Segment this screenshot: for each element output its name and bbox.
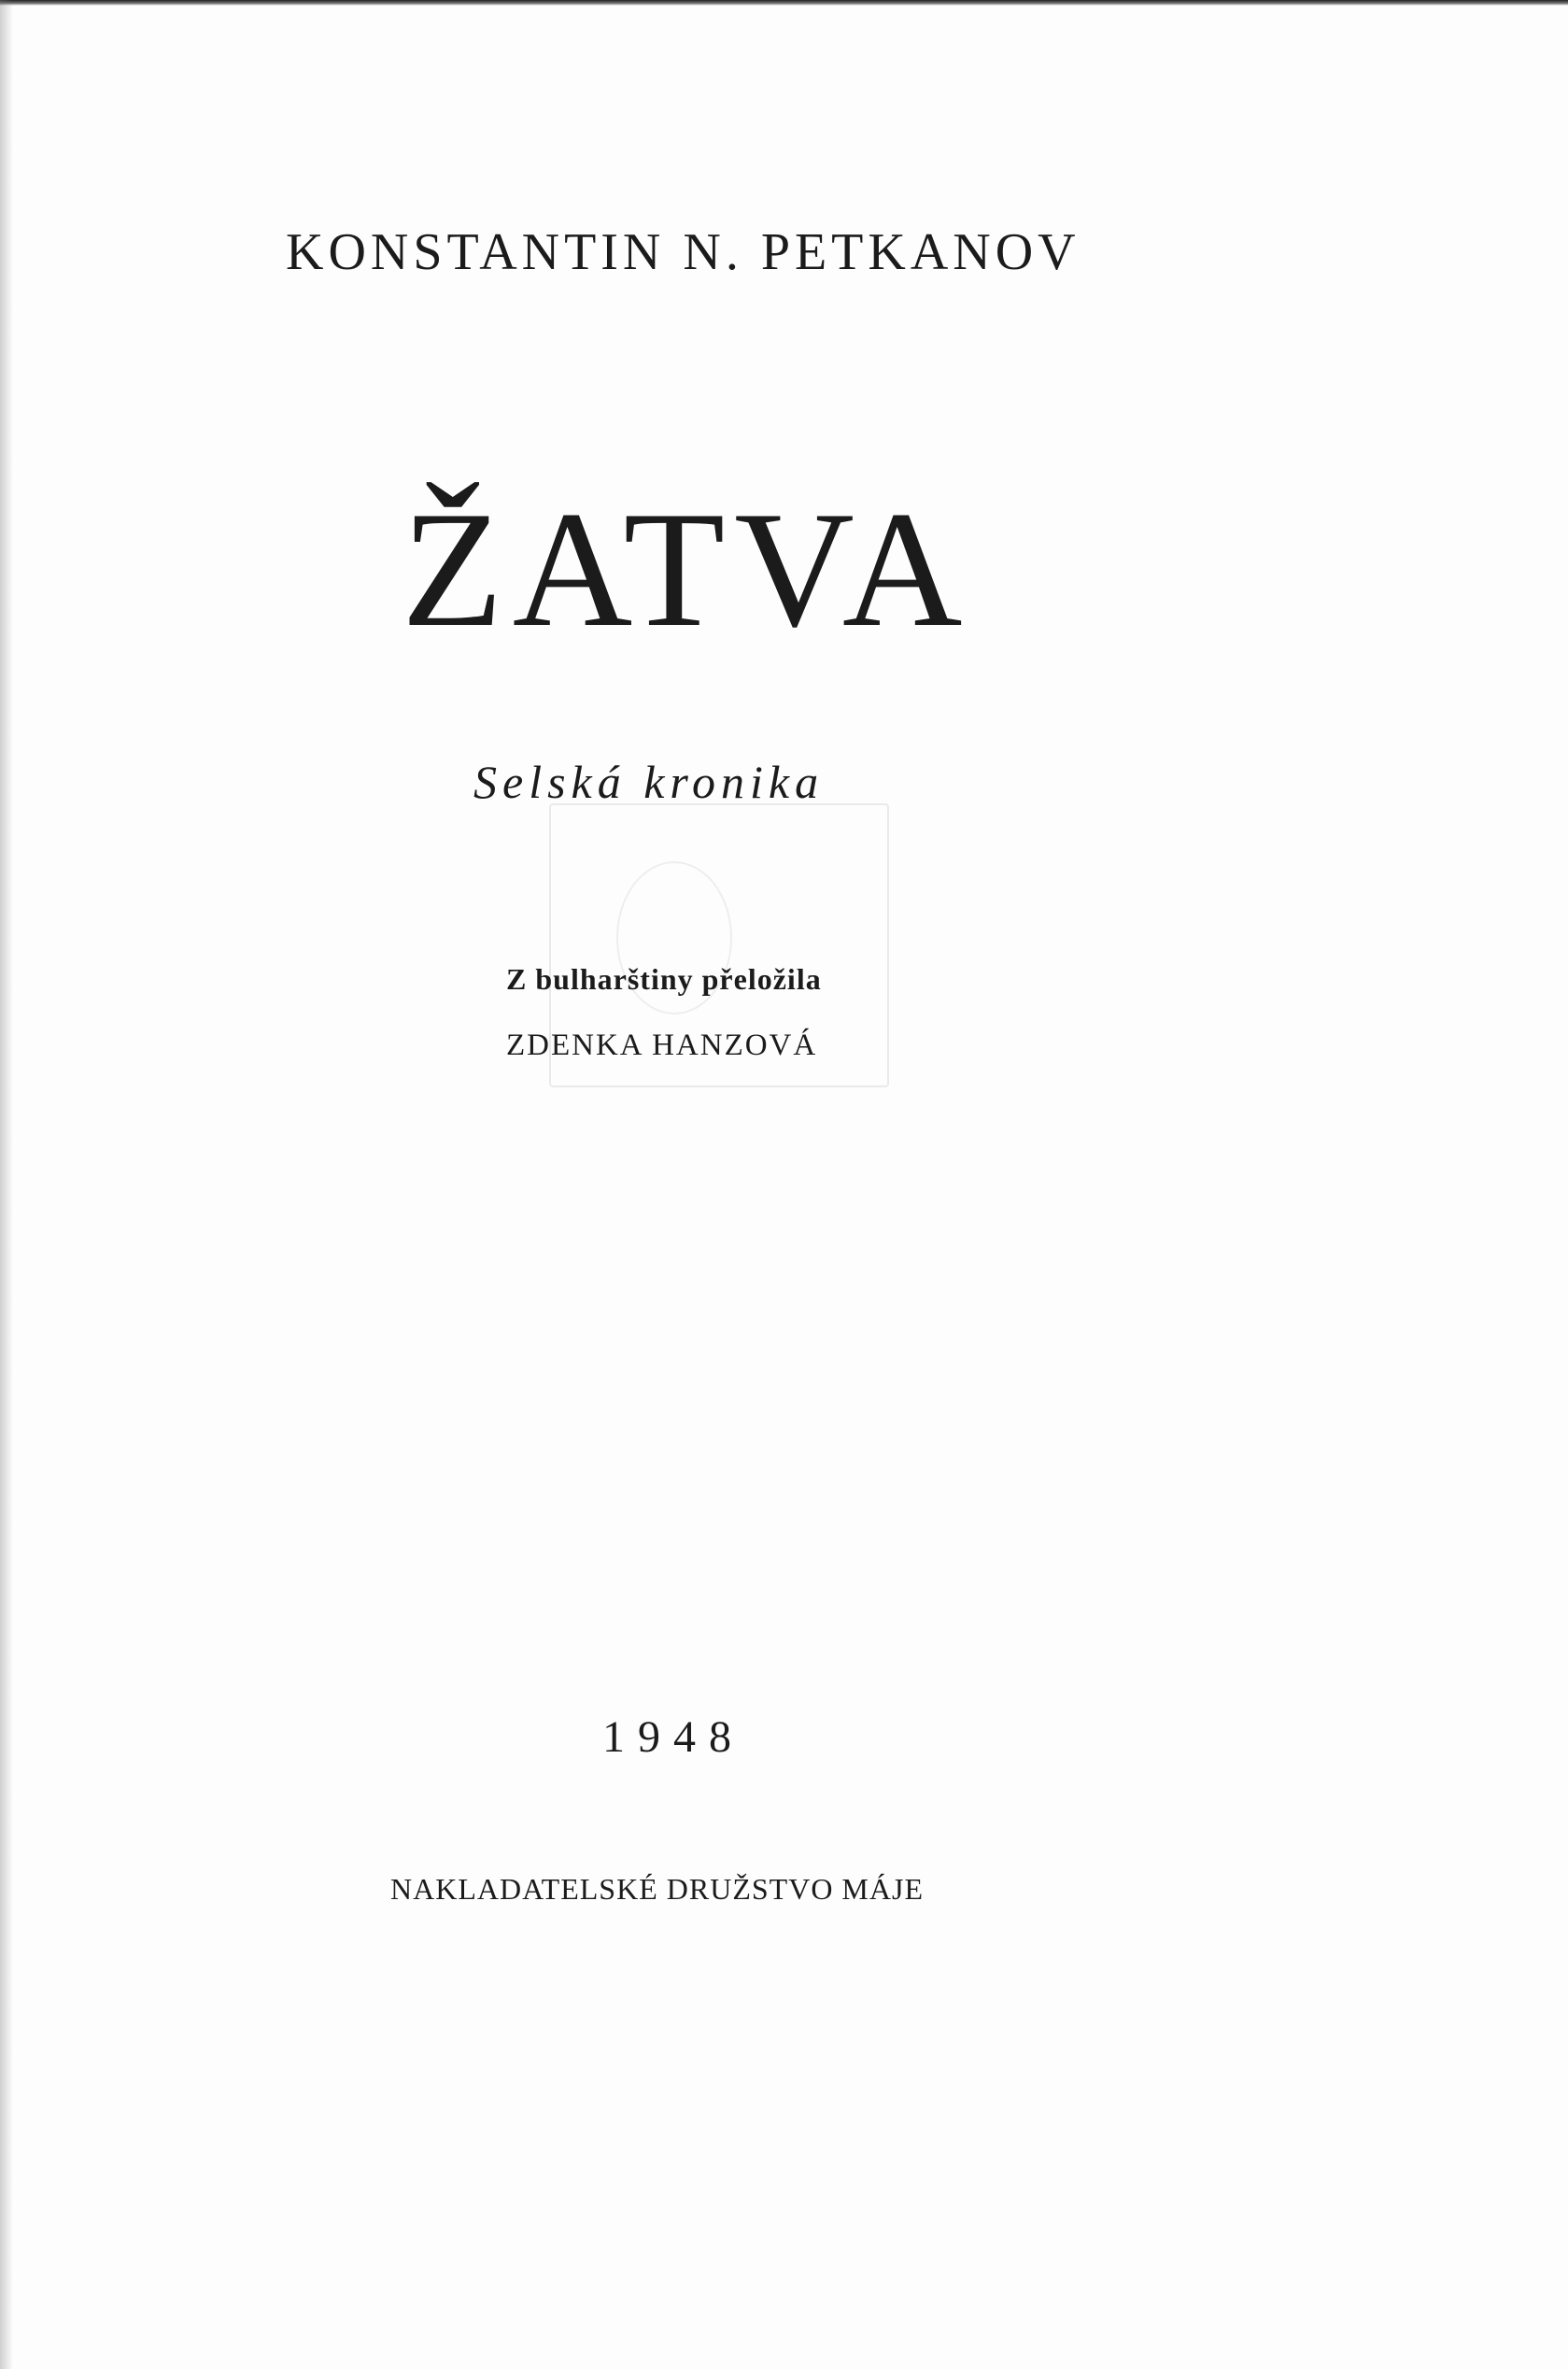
publication-year: 1948 [602,1712,744,1762]
translator-note: Z bulharštiny přeložila [506,962,822,996]
translator-name: ZDENKA HANZOVÁ [506,1028,818,1062]
author-name: KONSTANTIN N. PETKANOV [286,223,1081,281]
book-title: ŽATVA [402,476,972,661]
publisher-name: NAKLADATELSKÉ DRUŽSTVO MÁJE [390,1872,924,1906]
scan-top-edge [0,0,1568,6]
book-subtitle: Selská kronika [473,756,825,808]
scan-left-edge [0,0,13,2369]
